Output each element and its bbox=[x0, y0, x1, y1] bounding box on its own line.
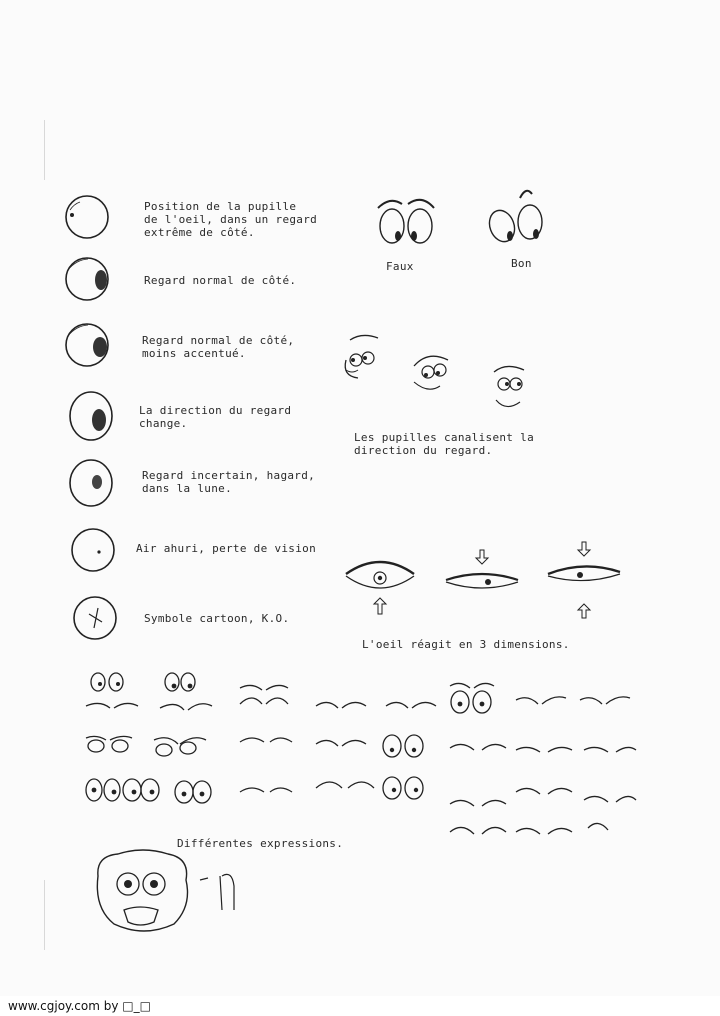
eye-3d-squint-drawing bbox=[442, 546, 522, 602]
face-looking-left-drawing bbox=[338, 330, 388, 386]
eye-3d-compressed-drawing bbox=[544, 540, 624, 620]
eye-position-caption-2: Regard normal de côté. bbox=[144, 274, 297, 287]
eye-dazed-drawing bbox=[68, 524, 120, 576]
eye-position-caption-1: Position de la pupille de l'oeil, dans un regard extrême de côté. bbox=[144, 200, 318, 239]
face-looking-right-drawing bbox=[484, 360, 534, 416]
eye-direction-change-drawing bbox=[66, 388, 118, 444]
eye-ko-drawing bbox=[70, 592, 122, 644]
eye-position-caption-7: Symbole cartoon, K.O. bbox=[144, 612, 290, 625]
pupils-caption: Les pupilles canalisent la direction du regard. bbox=[354, 431, 534, 457]
scan-edge-mark bbox=[44, 120, 45, 180]
wrong-label: Faux bbox=[386, 260, 414, 273]
eye-3d-front-drawing bbox=[340, 540, 420, 620]
eye-normal-side-drawing bbox=[62, 254, 114, 306]
eye-extreme-side-drawing bbox=[62, 192, 114, 244]
right-label: Bon bbox=[511, 257, 532, 270]
monster-head-drawing bbox=[88, 846, 198, 936]
scan-edge-mark bbox=[44, 880, 45, 950]
expressions-grid-drawing bbox=[80, 664, 640, 864]
eye-position-caption-4: La direction du regard change. bbox=[139, 404, 292, 430]
wrong-eyes-drawing bbox=[372, 194, 442, 254]
eye-position-caption-3: Regard normal de côté, moins accentué. bbox=[142, 334, 295, 360]
eye-uncertain-drawing bbox=[66, 456, 118, 510]
watermark-bar bbox=[0, 996, 720, 1016]
small-sketch-drawing bbox=[196, 866, 246, 916]
eye-position-caption-5: Regard incertain, hagard, dans la lune. bbox=[142, 469, 316, 495]
eye-less-side-drawing bbox=[62, 320, 114, 372]
watermark-text: www.cgjoy.com by □_□ bbox=[8, 999, 151, 1013]
expressions-caption: Différentes expressions. bbox=[177, 837, 344, 850]
eye-position-caption-6: Air ahuri, perte de vision bbox=[136, 542, 316, 555]
face-looking-down-drawing bbox=[408, 346, 458, 402]
dimensions-caption: L'oeil réagit en 3 dimensions. bbox=[362, 638, 570, 651]
right-eyes-drawing bbox=[482, 186, 552, 252]
